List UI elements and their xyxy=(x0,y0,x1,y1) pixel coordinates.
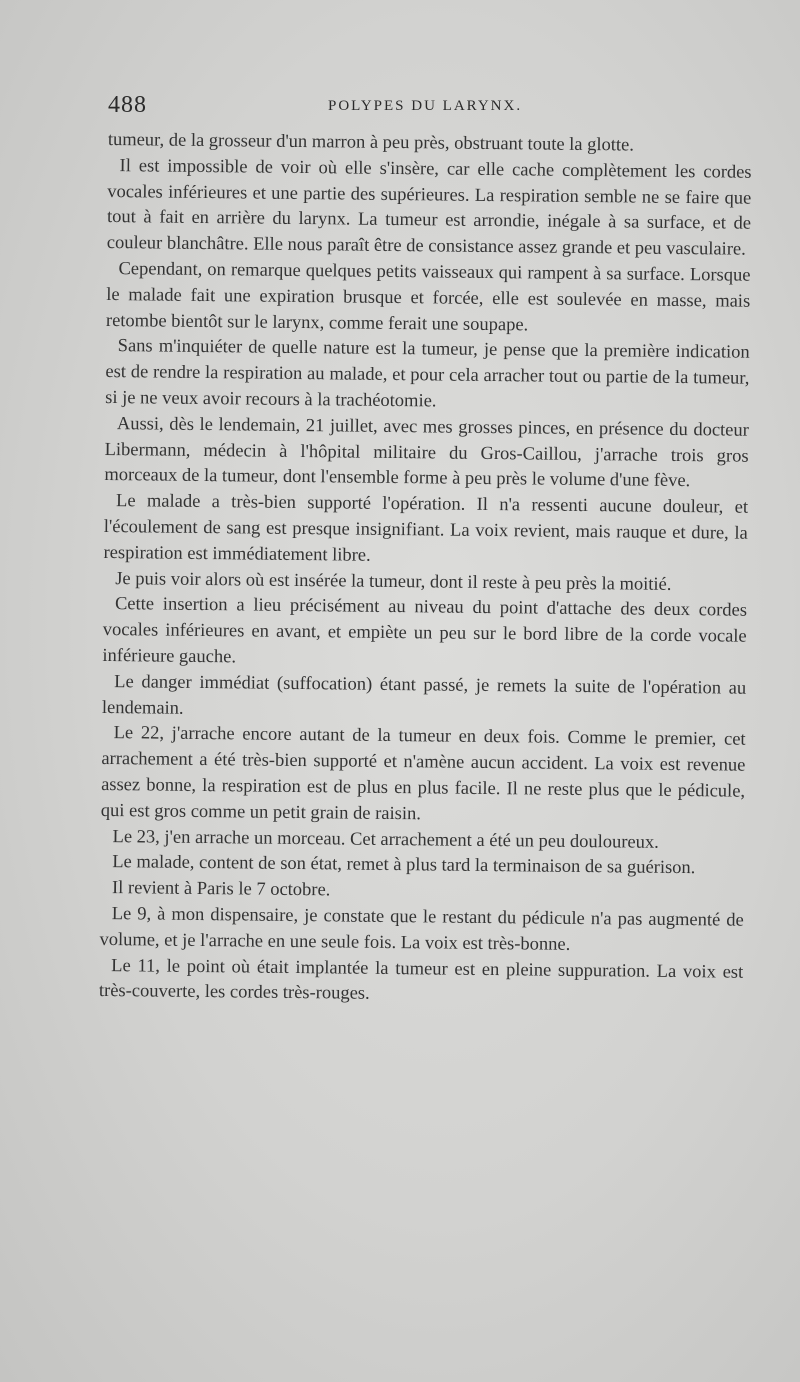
paragraph: Le danger immédiat (suffocation) étant passé, je remets la suite de l'opération au lendemain. xyxy=(101,671,747,719)
paragraph: Il revient à Paris le 7 octobre. xyxy=(111,878,331,901)
paragraph: Cette insertion a lieu précisément au niveau du point d'attache des deux cordes vocales inférieures en avant, et empiète un peu sur le bord libre de la corde vocale inférieure gauche. xyxy=(102,594,748,668)
paragraph: Le 23, j'en arrache un morceau. Cet arrachement a été un peu douloureux. xyxy=(112,826,659,853)
page-header xyxy=(108,92,748,122)
paragraph: Je puis voir alors où est insérée la tumeur, dont il reste à peu près la moitié. xyxy=(115,568,672,595)
paragraph: Le 11, le point où était implantée la tumeur est en pleine suppuration. La voix est très-couverte, les cordes très-rouges. xyxy=(98,955,744,1005)
page-number: 488 xyxy=(108,92,147,118)
paragraph: Aussi, dès le lendemain, 21 juillet, avec mes grosses pinces, en présence du docteur Libermann, médecin à l'hôpital militaire du Gros-Caillou, j'arrache trois gros morceaux de la tumeur, dont l'ensemble forme à peu près le volume d'une fève. xyxy=(104,413,749,492)
paragraph: Le 22, j'arrache encore autant de la tumeur en deux fois. Comme le premier, cet arrachement a été très-bien supporté et n'amène aucun accident. La voix est revenue assez bonne, la respiration est de plus en plus facile. Il ne reste plus que le pédicule, qui est gros comme un petit grain de raisin. xyxy=(100,723,746,825)
running-head: POLYPES DU LARYNX. xyxy=(328,98,523,114)
paragraph: Le 9, à mon dispensaire, je constate que le restant du pédicule n'a pas augmenté de volume, et je l'arrache en une seule fois. La voix est très-bonne. xyxy=(99,903,744,955)
paragraph: Il est impossible de voir où elle s'insère, car elle cache complètement les cordes vocales inférieures et une partie des supérieures. La respiration semble ne se faire que tout à fait en arrière du larynx. La tumeur est arrondie, inégale à sa surface, et de couleur blanchâtre. Elle nous paraît être de consistance assez grande et peu vasculaire. xyxy=(106,155,752,260)
paragraph: tumeur, de la grosseur d'un marron à peu près, obstruant toute la glotte. xyxy=(107,129,635,156)
paragraph: Sans m'inquiéter de quelle nature est la tumeur, je pense que la première indication est de rendre la respiration au malade, et pour cela arracher tout ou partie de la tumeur, si je ne veux avoir recours à la trachéotomie. xyxy=(105,336,750,412)
paragraph: Le malade a très-bien supporté l'opération. Il n'a ressenti aucune douleur, et l'écoulement de sang est presque insignifiant. La voix revient, mais rauque et dure, la respiration est immédiatement libre. xyxy=(103,491,749,566)
paragraph: Cependant, on remarque quelques petits vaisseaux qui rampent à sa surface. Lorsque le malade fait une expiration brusque et forcée, elle est soulevée en masse, mais retombe bientôt sur le larynx, comme ferait une soupape. xyxy=(105,259,751,335)
paragraph: Le malade, content de son état, remet à plus tard la terminaison de sa guérison. xyxy=(112,852,696,879)
body-text xyxy=(99,128,752,1012)
